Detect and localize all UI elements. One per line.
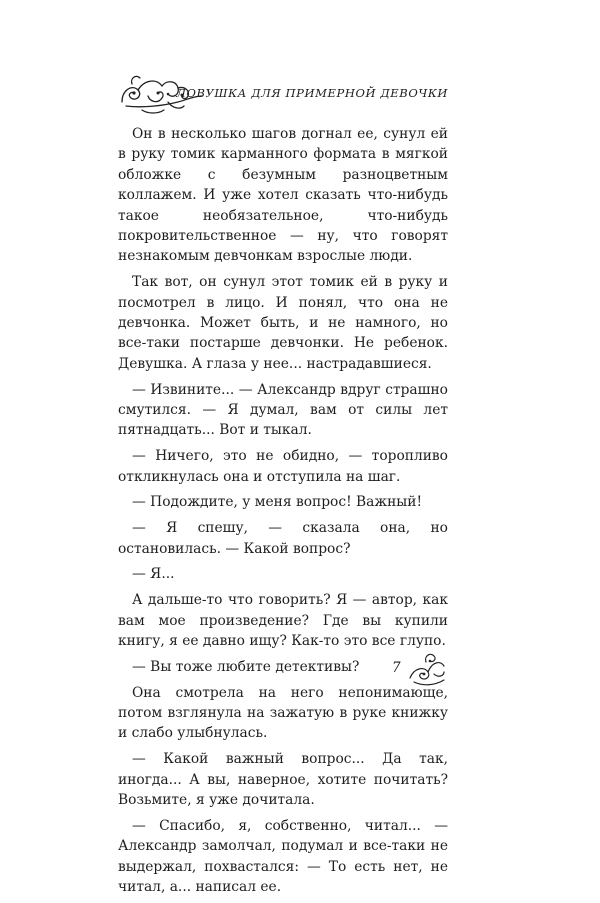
paragraph: Она смотрела на него непонимающе, потом взглянула на зажатую в руке книжку и слабо улыбнулась. (118, 684, 448, 742)
paragraph: — Какой важный вопрос... Да так, иногда... А вы, наверное, хотите почитать? Возьмите, я уже дочитала. (118, 751, 448, 809)
page-body (118, 124, 448, 903)
paragraph: Он в несколько шагов догнал ее, сунул ей в руку томик карманного формата в мягкой обложке с безумным разноцветным коллажем. И уже хотел сказать что-нибудь такое необязательное, что-нибудь покровительственное — ну, что говорят незнакомым девчонкам взрослые люди. (118, 126, 448, 265)
page-number: 7 (392, 660, 401, 676)
floral-flourish-icon (404, 648, 448, 688)
paragraph: — Я... (132, 566, 175, 583)
paragraph: — Я спешу, — сказала она, но остановилась. — Какой вопрос? (118, 520, 448, 557)
paragraph: А дальше-то что говорить? Я — автор, как вам мое произведение? Где вы купили книгу, я ее давно ищу? Как-то это все глупо. (118, 592, 448, 650)
paragraph: — Спасибо, я, собственно, читал... — Александр замолчал, подумал и все-таки не выдержал, похвастался: — То есть нет, не читал, а... написал ее. (118, 817, 448, 896)
paragraph: — Ничего, это не обидно, — торопливо откликнулась она и отступила на шаг. (118, 448, 448, 485)
running-title: ЛОВУШКА ДЛЯ ПРИМЕРНОЙ ДЕВОЧКИ (176, 86, 448, 100)
page-footer (392, 648, 452, 688)
paragraph: — Подождите, у меня вопрос! Важный! (132, 494, 422, 511)
paragraph: Так вот, он сунул этот томик ей в руку и посмотрел в лицо. И понял, что она не девчонка. Может быть, и не намного, но все-таки постарше девчонки. Не ребенок. Девушка. А глаза у нее... настрадавшиеся. (118, 274, 448, 372)
page-header (118, 72, 448, 116)
paragraph: — Извините... — Александр вдруг страшно смутился. — Я думал, вам от силы лет пятнадцать... Вот и тыкал. (118, 381, 448, 439)
paragraph: — Вы тоже любите детективы? (132, 658, 360, 675)
